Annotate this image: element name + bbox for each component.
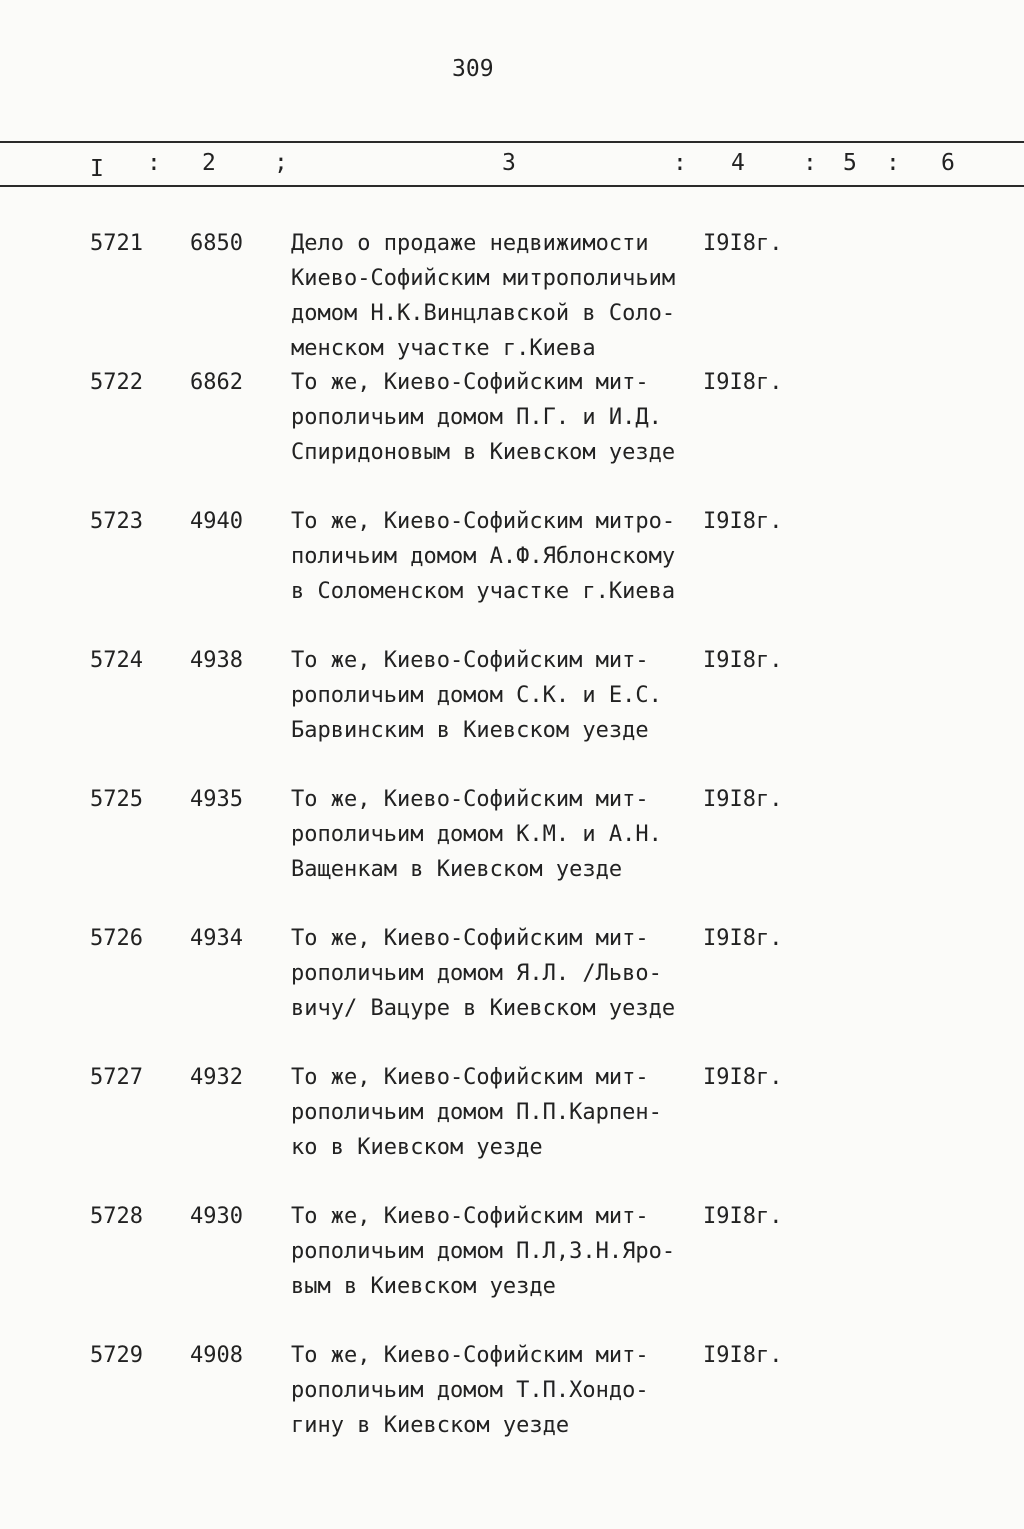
record-code: 4940: [190, 509, 243, 534]
record-code: 4938: [190, 648, 243, 673]
header-separator: :: [803, 150, 817, 176]
record-description: [291, 782, 662, 887]
record-code: 6850: [190, 231, 243, 256]
record-row: [0, 504, 1024, 643]
record-row: [0, 921, 1024, 1060]
record-row: [0, 782, 1024, 921]
record-description: [291, 1338, 649, 1443]
record-code: 4935: [190, 787, 243, 812]
record-year: I9I8г.: [703, 648, 783, 673]
header-top-rule: [0, 141, 1024, 143]
record-year: I9I8г.: [703, 370, 783, 395]
record-description-line: ко в Киевском уезде: [291, 1135, 543, 1160]
record-code: 6862: [190, 370, 243, 395]
record-description-line: вым в Киевском уезде: [291, 1274, 556, 1299]
record-description-line: менском участке г.Киева: [291, 336, 596, 361]
record-row: [0, 226, 1024, 365]
record-description: [291, 1199, 675, 1304]
record-description-line: рополичьим домом П.Г. и И.Д.: [291, 405, 662, 430]
record-row: [0, 643, 1024, 782]
record-year: I9I8г.: [703, 231, 783, 256]
record-number: 5721: [90, 231, 143, 256]
record-description-line: домом Н.К.Винцлавской в Соло-: [291, 301, 676, 326]
header-col-2: 2: [202, 150, 216, 176]
record-description: [291, 365, 675, 470]
header-col-6: 6: [941, 150, 955, 176]
record-number: 5726: [90, 926, 143, 951]
record-code: 4934: [190, 926, 243, 951]
record-number: 5728: [90, 1204, 143, 1229]
record-code: 4930: [190, 1204, 243, 1229]
record-description-line: Киево-Софийским митрополичьим: [291, 266, 676, 291]
record-year: I9I8г.: [703, 787, 783, 812]
record-number: 5725: [90, 787, 143, 812]
record-number: 5729: [90, 1343, 143, 1368]
record-description-line: гину в Киевском уезде: [291, 1413, 570, 1438]
header-separator: :: [886, 150, 900, 176]
record-year: I9I8г.: [703, 1343, 783, 1368]
record-year: I9I8г.: [703, 1065, 783, 1090]
record-row: [0, 365, 1024, 504]
record-description-line: рополичьим домом Я.Л. /Льво-: [291, 961, 662, 986]
header-col-1: I: [90, 156, 104, 182]
record-description-line: рополичьим домом П.Л,З.Н.Яро-: [291, 1239, 676, 1264]
record-row: [0, 1199, 1024, 1338]
record-description-line: То же, Киево-Софийским мит-: [291, 370, 649, 395]
record-row: [0, 1060, 1024, 1199]
record-description-line: То же, Киево-Софийским мит-: [291, 926, 649, 951]
record-description-line: рополичьим домом П.П.Карпен-: [291, 1100, 662, 1125]
record-description-line: Ващенкам в Киевском уезде: [291, 857, 623, 882]
record-description-line: То же, Киево-Софийским мит-: [291, 1343, 649, 1368]
record-code: 4932: [190, 1065, 243, 1090]
record-description-line: поличьим домом А.Ф.Яблонскому: [291, 544, 676, 569]
record-description-line: То же, Киево-Софийским мит-: [291, 1065, 649, 1090]
header-bottom-rule: [0, 185, 1024, 187]
header-separator: ;: [274, 150, 288, 176]
records-list: [0, 226, 1024, 1477]
header-col-3: 3: [502, 150, 516, 176]
record-description: [291, 504, 675, 609]
record-description-line: То же, Киево-Софийским мит-: [291, 648, 649, 673]
header-col-5: 5: [843, 150, 857, 176]
page-number: 309: [452, 56, 494, 82]
record-description-line: То же, Киево-Софийским митро-: [291, 509, 676, 534]
record-description-line: То же, Киево-Софийским мит-: [291, 1204, 649, 1229]
record-year: I9I8г.: [703, 1204, 783, 1229]
record-description-line: Дело о продаже недвижимости: [291, 231, 649, 256]
record-row: [0, 1338, 1024, 1477]
record-description-line: рополичьим домом К.М. и А.Н.: [291, 822, 662, 847]
record-description: [291, 226, 675, 366]
record-code: 4908: [190, 1343, 243, 1368]
record-year: I9I8г.: [703, 926, 783, 951]
record-description-line: вичу/ Вацуре в Киевском уезде: [291, 996, 676, 1021]
record-description-line: в Соломенском участке г.Киева: [291, 579, 676, 604]
record-description: [291, 1060, 662, 1165]
record-number: 5722: [90, 370, 143, 395]
record-description: [291, 643, 662, 748]
header-col-4: 4: [731, 150, 745, 176]
header-separator: :: [147, 150, 161, 176]
record-description-line: рополичьим домом Т.П.Хондо-: [291, 1378, 649, 1403]
record-number: 5724: [90, 648, 143, 673]
header-separator: :: [673, 150, 687, 176]
record-description: [291, 921, 675, 1026]
record-description-line: Спиридоновым в Киевском уезде: [291, 440, 676, 465]
record-description-line: Барвинским в Киевском уезде: [291, 718, 649, 743]
record-number: 5723: [90, 509, 143, 534]
record-year: I9I8г.: [703, 509, 783, 534]
record-number: 5727: [90, 1065, 143, 1090]
record-description-line: То же, Киево-Софийским мит-: [291, 787, 649, 812]
record-description-line: рополичьим домом С.К. и Е.С.: [291, 683, 662, 708]
